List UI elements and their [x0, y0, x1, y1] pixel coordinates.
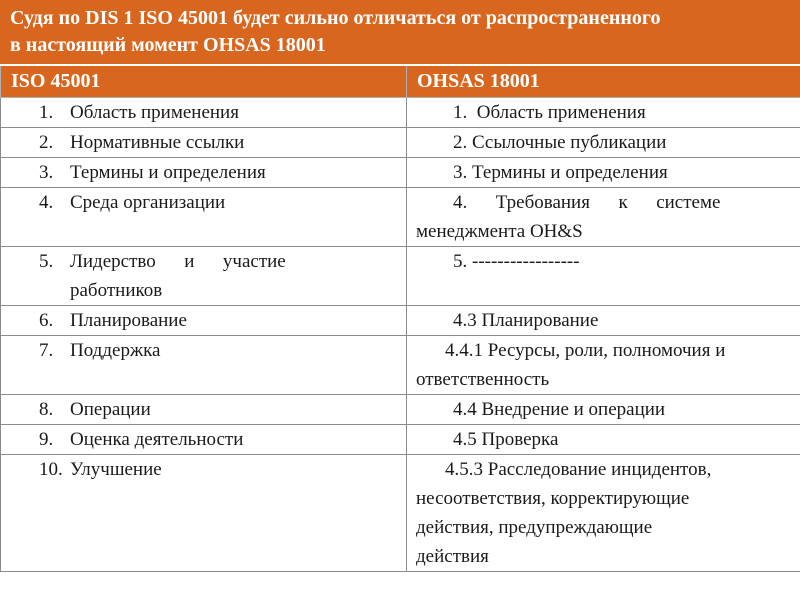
- ohsas-clause-cell: [407, 424, 800, 454]
- clause-text: 5. -----------------: [453, 250, 580, 272]
- ohsas-clause-cell: [407, 454, 800, 571]
- ohsas-clause-cell: [407, 305, 800, 335]
- iso-clause-cell: [1, 157, 407, 187]
- table-row: [1, 335, 800, 394]
- table-row: [1, 97, 800, 127]
- ohsas-clause-cell: [407, 157, 800, 187]
- clause-number: 1.: [39, 101, 54, 123]
- clause-text-line: действия: [416, 545, 489, 567]
- ohsas-clause-cell: [407, 394, 800, 424]
- table-row: [1, 187, 800, 246]
- clause-text: 4.3 Планирование: [453, 309, 599, 331]
- clause-title: Поддержка: [70, 339, 161, 361]
- clause-title-line: работников: [70, 279, 163, 301]
- ohsas-clause-cell: [407, 97, 800, 127]
- clause-number: 2.: [39, 131, 54, 153]
- clause-text-line: менеджмента OH&S: [416, 220, 583, 242]
- clause-number: 9.: [39, 428, 54, 450]
- clause-title: Улучшение: [70, 458, 162, 480]
- clause-title: Лидерство и участие: [70, 250, 286, 272]
- clause-title: Среда организации: [70, 191, 226, 213]
- ohsas-clause-cell: [407, 335, 800, 394]
- iso-clause-cell: [1, 335, 407, 394]
- iso-clause-cell: [1, 127, 407, 157]
- slide-title-line-2: в настоящий момент OHSAS 18001: [10, 34, 326, 56]
- table-header-row: [1, 65, 800, 97]
- clause-number: 8.: [39, 398, 54, 420]
- clause-number: 4.: [39, 191, 54, 213]
- clause-title: Операции: [70, 398, 151, 420]
- clause-text: 2. Ссылочные публикации: [453, 131, 667, 153]
- clause-title: Нормативные ссылки: [70, 131, 245, 153]
- ohsas-clause-cell: [407, 127, 800, 157]
- clause-title: Область применения: [70, 101, 239, 123]
- slide-title-line-1: Судя по DIS 1 ISO 45001 будет сильно отличаться от распространенного: [10, 7, 661, 29]
- clause-number: 5.: [39, 250, 54, 272]
- clause-number: 10.: [39, 458, 63, 480]
- column-header-ohsas-18001: OHSAS 18001: [407, 65, 800, 97]
- clause-text-line: несоответствия, корректирующие: [416, 487, 690, 509]
- clause-text: 3. Термины и определения: [453, 161, 668, 183]
- iso-clause-cell: [1, 305, 407, 335]
- iso-clause-cell: [1, 97, 407, 127]
- table-row: [1, 305, 800, 335]
- iso-clause-cell: [1, 246, 407, 305]
- ohsas-clause-cell: [407, 246, 800, 305]
- table-row: [1, 424, 800, 454]
- column-header-iso-45001: ISO 45001: [1, 65, 407, 97]
- iso-clause-cell: [1, 454, 407, 571]
- clause-text: 4.4 Внедрение и операции: [453, 398, 666, 420]
- table-row: [1, 454, 800, 571]
- table-row: [1, 246, 800, 305]
- clause-title: Оценка деятельности: [70, 428, 244, 450]
- clause-title: Термины и определения: [70, 161, 266, 183]
- table-row: [1, 127, 800, 157]
- clause-text-line: ответственность: [416, 368, 550, 390]
- clause-text-line: 4.5.3 Расследование инцидентов,: [445, 458, 712, 480]
- iso-clause-cell: [1, 187, 407, 246]
- slide-title: [0, 0, 800, 64]
- clause-text-line: 4. Требования к системе: [453, 191, 721, 213]
- clause-title: Планирование: [70, 309, 187, 331]
- clause-number: 6.: [39, 309, 54, 331]
- ohsas-clause-cell: [407, 187, 800, 246]
- clause-text: 4.5 Проверка: [453, 428, 559, 450]
- clause-text-line: 4.4.1 Ресурсы, роли, полномочия и: [445, 339, 726, 361]
- clause-text-line: действия, предупреждающие: [416, 516, 653, 538]
- iso-clause-cell: [1, 424, 407, 454]
- clause-text: 1. Область применения: [453, 101, 646, 123]
- comparison-table: [0, 64, 800, 572]
- iso-clause-cell: [1, 394, 407, 424]
- clause-number: 7.: [39, 339, 54, 361]
- table-row: [1, 394, 800, 424]
- clause-number: 3.: [39, 161, 54, 183]
- table-row: [1, 157, 800, 187]
